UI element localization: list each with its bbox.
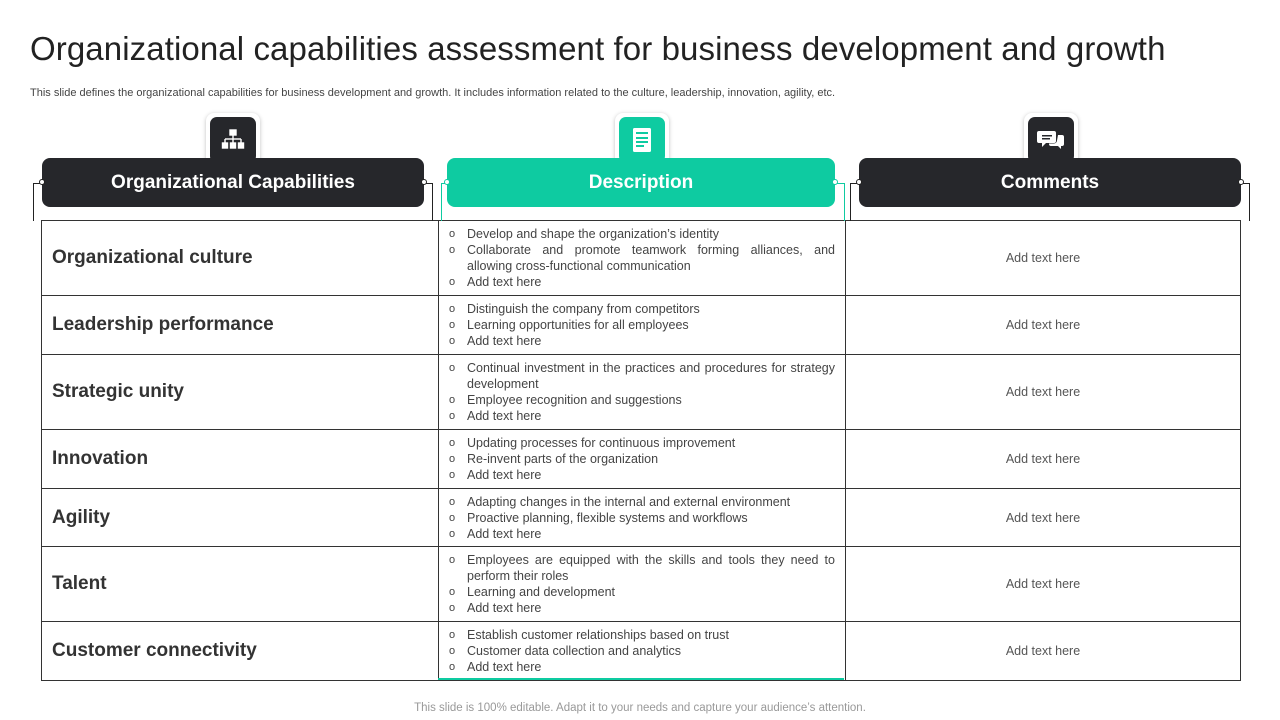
- description-cell: [438, 547, 845, 621]
- table-row: [41, 221, 1241, 296]
- description-bullet: o Add text here: [449, 600, 835, 616]
- capability-name: Organizational culture: [41, 221, 438, 295]
- capability-name: Innovation: [41, 430, 438, 488]
- table-row: [41, 296, 1241, 355]
- description-cell: [438, 355, 845, 429]
- description-cell: [438, 430, 845, 488]
- description-cell: [438, 221, 845, 295]
- description-bullet: o Add text here: [449, 526, 835, 542]
- description-bullet: o Customer data collection and analytics: [449, 643, 835, 659]
- connector-dot: [832, 179, 838, 185]
- description-bullet: o Adapting changes in the internal and external environment: [449, 494, 835, 510]
- description-cell: [438, 622, 845, 680]
- description-bullet: o Add text here: [449, 274, 835, 290]
- capability-name: Leadership performance: [41, 296, 438, 354]
- connector-dot: [444, 179, 450, 185]
- description-bullet: o Develop and shape the organization’s identity: [449, 226, 835, 242]
- header-description: Description: [447, 158, 835, 207]
- chat-bubbles-icon: [1028, 117, 1074, 163]
- capability-name: Customer connectivity: [41, 622, 438, 680]
- page-title: Organizational capabilities assessment for business development and growth: [30, 30, 1166, 67]
- comment-cell: Add text here: [845, 355, 1241, 429]
- connector-dot: [856, 179, 862, 185]
- table-row: [41, 622, 1241, 681]
- comment-cell: Add text here: [845, 489, 1241, 546]
- description-bullet: o Add text here: [449, 333, 835, 349]
- org-chart-icon: [210, 117, 256, 163]
- description-bullet: o Updating processes for continuous improvement: [449, 435, 835, 451]
- comment-cell: Add text here: [845, 430, 1241, 488]
- document-icon: [619, 117, 665, 163]
- description-bullet: o Collaborate and promote teamwork forming alliances, and allowing cross-functional communication: [449, 242, 835, 274]
- table-row: [41, 547, 1241, 622]
- description-cell: [438, 489, 845, 546]
- description-bullet: o Add text here: [449, 467, 835, 483]
- comment-cell: Add text here: [845, 622, 1241, 680]
- capabilities-table: [41, 220, 1241, 681]
- description-bullet: o Distinguish the company from competitors: [449, 301, 835, 317]
- description-bullet: o Learning opportunities for all employees: [449, 317, 835, 333]
- description-bullet: o Establish customer relationships based on trust: [449, 627, 835, 643]
- comment-cell: Add text here: [845, 547, 1241, 621]
- description-cell: [438, 296, 845, 354]
- description-bullet: o Employees are equipped with the skills and tools they need to perform their roles: [449, 552, 835, 584]
- description-bullet: o Learning and development: [449, 584, 835, 600]
- table-row: [41, 355, 1241, 430]
- capability-name: Strategic unity: [41, 355, 438, 429]
- capability-name: Agility: [41, 489, 438, 546]
- comment-cell: Add text here: [845, 296, 1241, 354]
- connector-dot: [421, 179, 427, 185]
- connector-dot: [1238, 179, 1244, 185]
- header-comments: Comments: [859, 158, 1241, 207]
- description-bullet: o Continual investment in the practices and procedures for strategy development: [449, 360, 835, 392]
- description-bullet: o Employee recognition and suggestions: [449, 392, 835, 408]
- description-accent-line: [438, 678, 844, 680]
- header-capabilities: Organizational Capabilities: [42, 158, 424, 207]
- table-row: [41, 430, 1241, 489]
- capability-name: Talent: [41, 547, 438, 621]
- footer-note: This slide is 100% editable. Adapt it to your needs and capture your audience’s attention.: [414, 702, 866, 714]
- table-row: [41, 489, 1241, 547]
- description-bullet: o Proactive planning, flexible systems and workflows: [449, 510, 835, 526]
- description-bullet: o Re-invent parts of the organization: [449, 451, 835, 467]
- description-bullet: o Add text here: [449, 408, 835, 424]
- page-subtitle: This slide defines the organizational capabilities for business development and growth. It includes information related to the culture, leadership, innovation, agility, etc.: [30, 87, 836, 99]
- connector-dot: [39, 179, 45, 185]
- comment-cell: Add text here: [845, 221, 1241, 295]
- description-bullet: o Add text here: [449, 659, 835, 675]
